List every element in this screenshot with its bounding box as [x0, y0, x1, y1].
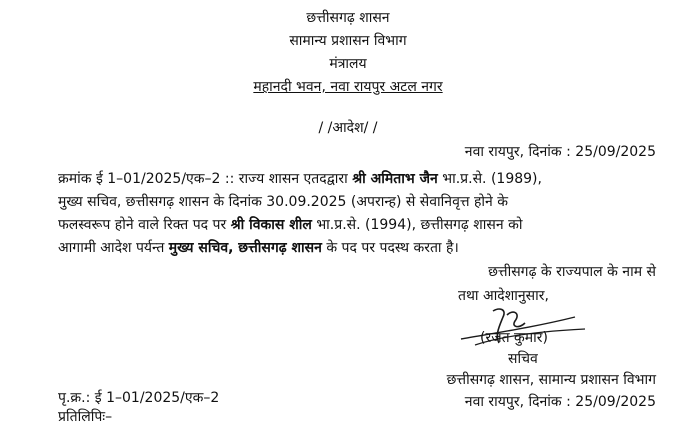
body-line-4-end: के पद पर पदस्थ करता है।: [321, 240, 459, 256]
signatory-name: (रजत कुमार): [480, 330, 548, 346]
header-address: महानदी भवन, नवा रायपुर अटल नगर: [253, 79, 443, 95]
authority-line-2: तथा आदेशानुसार,: [458, 288, 549, 304]
place-date-top: नवा रायपुर, दिनांक : 25/09/2025: [464, 144, 656, 160]
signatory-designation: सचिव: [508, 351, 538, 367]
body-line-2: मुख्य सचिव, छत्तीसगढ़ शासन के दिनांक 30.09.2025 (अपरान्ह) से सेवानिवृत्त होने के: [58, 194, 509, 210]
copy-to-label: प्रतिलिपिः–: [58, 409, 113, 425]
body-line-3-service: भा.प्र.से. (1994), छत्तीसगढ़ शासन को: [311, 217, 523, 233]
header-secretariat: मंत्रालय: [329, 56, 367, 72]
order-body: [58, 168, 656, 260]
signatory-department: छत्तीसगढ़ शासन, सामान्य प्रशासन विभाग: [446, 372, 656, 388]
officer-name-2: श्री विकास शील: [230, 217, 312, 233]
body-line-3-text: फलस्वरूप होने वाले रिक्त पद पर: [58, 217, 231, 233]
authority-line-1: छत्तीसगढ़ के राज्यपाल के नाम से: [488, 264, 656, 280]
post-name: मुख्य सचिव, छत्तीसगढ़ शासन: [168, 240, 322, 256]
body-line-3: [58, 214, 656, 237]
order-title: / /आदेश/ /: [318, 120, 378, 136]
place-date-bottom: नवा रायपुर, दिनांक : 25/09/2025: [464, 394, 656, 410]
body-line-4-text: आगामी आदेश पर्यन्त: [58, 240, 169, 256]
header-department: सामान्य प्रशासन विभाग: [289, 33, 407, 49]
header-govt: छत्तीसगढ़ शासन: [306, 10, 390, 26]
body-line-1-service: भा.प्र.से. (1989),: [437, 171, 542, 187]
body-line-1: [58, 168, 656, 191]
body-line-1-text: क्रमांक ई 1–01/2025/एक–2 :: राज्य शासन एतदद्वारा: [58, 171, 353, 187]
officer-name-1: श्री अमिताभ जैन: [352, 171, 438, 187]
body-line-4: [58, 237, 656, 260]
endorsement-number: पृ.क्र.: ई 1–01/2025/एक–2: [58, 390, 220, 406]
